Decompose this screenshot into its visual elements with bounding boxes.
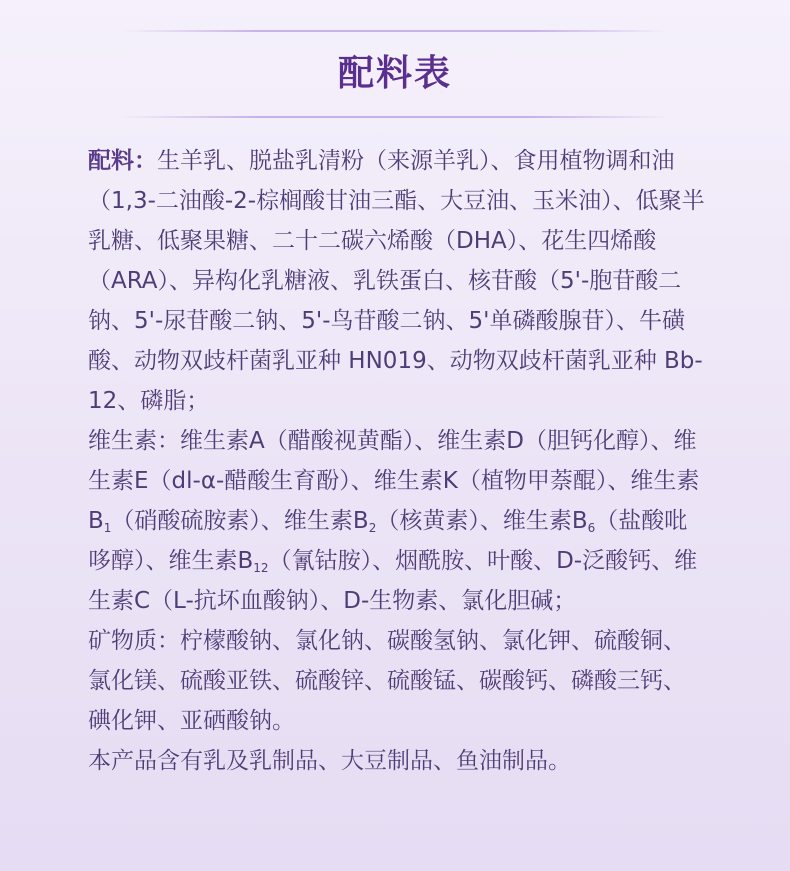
vitamin-b6-subscript: 6 — [587, 521, 596, 535]
vitamins-text-4: （盐酸吡哆醇）、维生素B — [88, 508, 688, 574]
vitamin-b1-subscript: 1 — [103, 521, 112, 535]
page-title: 配料表 — [337, 53, 452, 94]
top-divider — [120, 30, 670, 32]
minerals-label: 矿物质： — [88, 628, 180, 654]
ingredients-paragraph — [88, 141, 708, 421]
vitamins-paragraph — [88, 421, 708, 621]
allergen-statement: 本产品含有乳及乳制品、大豆制品、鱼油制品。 — [88, 748, 571, 774]
vitamins-text-5: （氰钴胺）、烟酰胺、叶酸、D-泛酸钙、维生素C（L-抗坏血酸钠）、D-生物素、氯化胆碱； — [88, 548, 698, 614]
ingredients-label: 配料： — [88, 148, 157, 174]
ingredient-list — [88, 141, 708, 781]
vitamins-text-1: 维生素A（醋酸视黄酯）、维生素D（胆钙化醇）、维生素E（dl-α-醋酸生育酚）、维生素K（植物甲萘醌）、维生素B — [88, 428, 700, 534]
vitamins-label: 维生素： — [88, 428, 180, 454]
minerals-paragraph — [88, 621, 708, 741]
vitamin-b2-subscript: 2 — [368, 521, 377, 535]
ingredients-text: 生羊乳、脱盐乳清粉（来源羊乳）、食用植物调和油（1,3-二油酸-2-棕榈酸甘油三酯、大豆油、玉米油）、低聚半乳糖、低聚果糖、二十二碳六烯酸（DHA）、花生四烯酸（ARA）、异构化乳糖液、乳铁蛋白、核苷酸（5'-胞苷酸二钠、5'-尿苷酸二钠、5'-鸟苷酸二钠、5'单磷酸腺苷）、牛磺酸、动物双歧杆菌乳亚种 HN019、动物双歧杆菌乳亚种 Bb-12、磷脂； — [88, 148, 705, 414]
bottom-divider — [120, 116, 670, 118]
vitamins-text-3: （核黄素）、维生素B — [376, 508, 588, 534]
minerals-text: 柠檬酸钠、氯化钠、碳酸氢钠、氯化钾、硫酸铜、氯化镁、硫酸亚铁、硫酸锌、硫酸锰、碳酸钙、磷酸三钙、碘化钾、亚硒酸钠。 — [88, 628, 686, 734]
vitamin-b12-subscript: 12 — [253, 561, 269, 575]
vitamins-text-2: （硝酸硫胺素）、维生素B — [111, 508, 369, 534]
